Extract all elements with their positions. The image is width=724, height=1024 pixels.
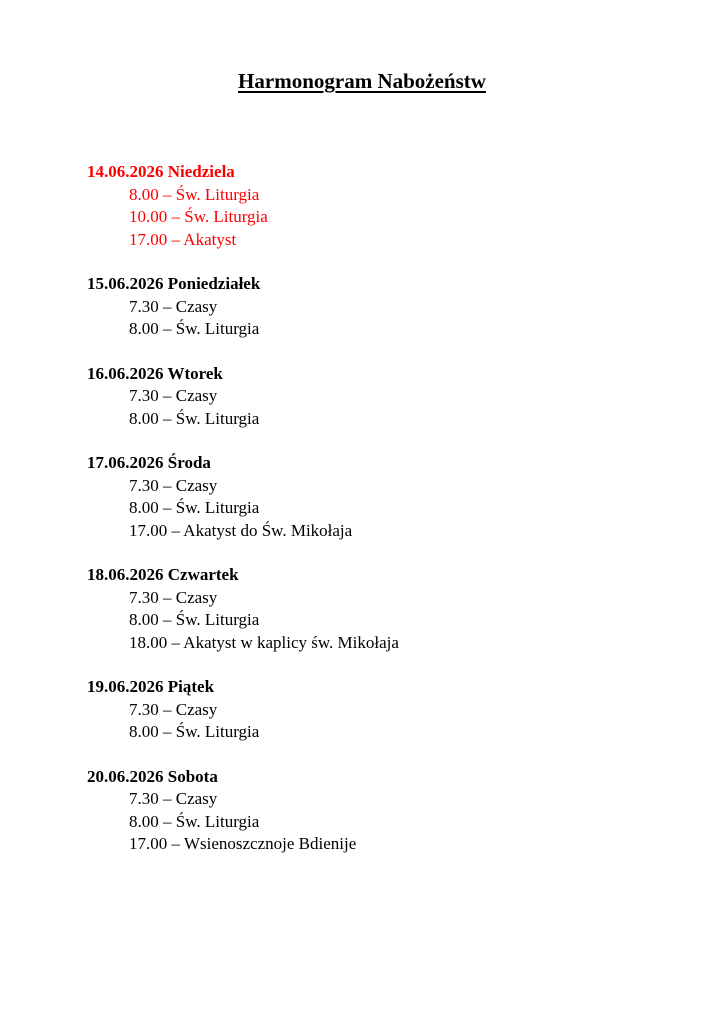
day-block-monday	[87, 273, 687, 341]
day-block-saturday	[87, 766, 687, 856]
service-item: 18.00 – Akatyst w kaplicy św. Mikołaja	[129, 632, 399, 652]
day-block-tuesday	[87, 363, 687, 431]
service-item: 8.00 – Św. Liturgia	[129, 408, 260, 428]
day-heading: 19.06.2026 Piątek	[87, 677, 215, 696]
day-heading: 18.06.2026 Czwartek	[87, 565, 239, 584]
day-block-friday	[87, 676, 687, 744]
service-item: 7.30 – Czasy	[129, 475, 218, 495]
service-item: 17.00 – Akatyst do Św. Mikołaja	[129, 520, 353, 540]
service-item: 17.00 – Akatyst	[129, 229, 237, 249]
service-item: 7.30 – Czasy	[129, 386, 218, 405]
service-item: 8.00 – Św. Liturgia	[129, 498, 260, 517]
service-item: 8.00 – Św. Liturgia	[129, 610, 260, 629]
service-item: 8.00 – Św. Liturgia	[129, 722, 260, 741]
day-block-thursday	[87, 564, 687, 654]
service-item: 8.00 – Św. Liturgia	[129, 319, 260, 338]
service-item: 8.00 – Św. Liturgia	[129, 184, 260, 204]
service-item: 17.00 – Wsienoszcznoje Bdienije	[129, 834, 357, 853]
service-item: 7.30 – Czasy	[129, 296, 218, 316]
day-heading: 20.06.2026 Sobota	[87, 766, 218, 786]
service-item: 10.00 – Św. Liturgia	[129, 207, 268, 226]
service-item: 8.00 – Św. Liturgia	[129, 811, 260, 831]
day-heading: 15.06.2026 Poniedziałek	[87, 274, 261, 293]
schedule-list	[87, 161, 687, 878]
day-block-wednesday	[87, 452, 687, 542]
service-item: 7.30 – Czasy	[129, 699, 218, 719]
day-heading: 16.06.2026 Wtorek	[87, 363, 223, 383]
page-title: Harmonogram Nabożeństw	[238, 69, 486, 93]
service-item: 7.30 – Czasy	[129, 587, 218, 607]
service-item: 7.30 – Czasy	[129, 789, 218, 808]
day-heading: 14.06.2026 Niedziela	[87, 162, 235, 181]
day-block-sunday	[87, 161, 687, 251]
day-heading: 17.06.2026 Środa	[87, 453, 211, 472]
